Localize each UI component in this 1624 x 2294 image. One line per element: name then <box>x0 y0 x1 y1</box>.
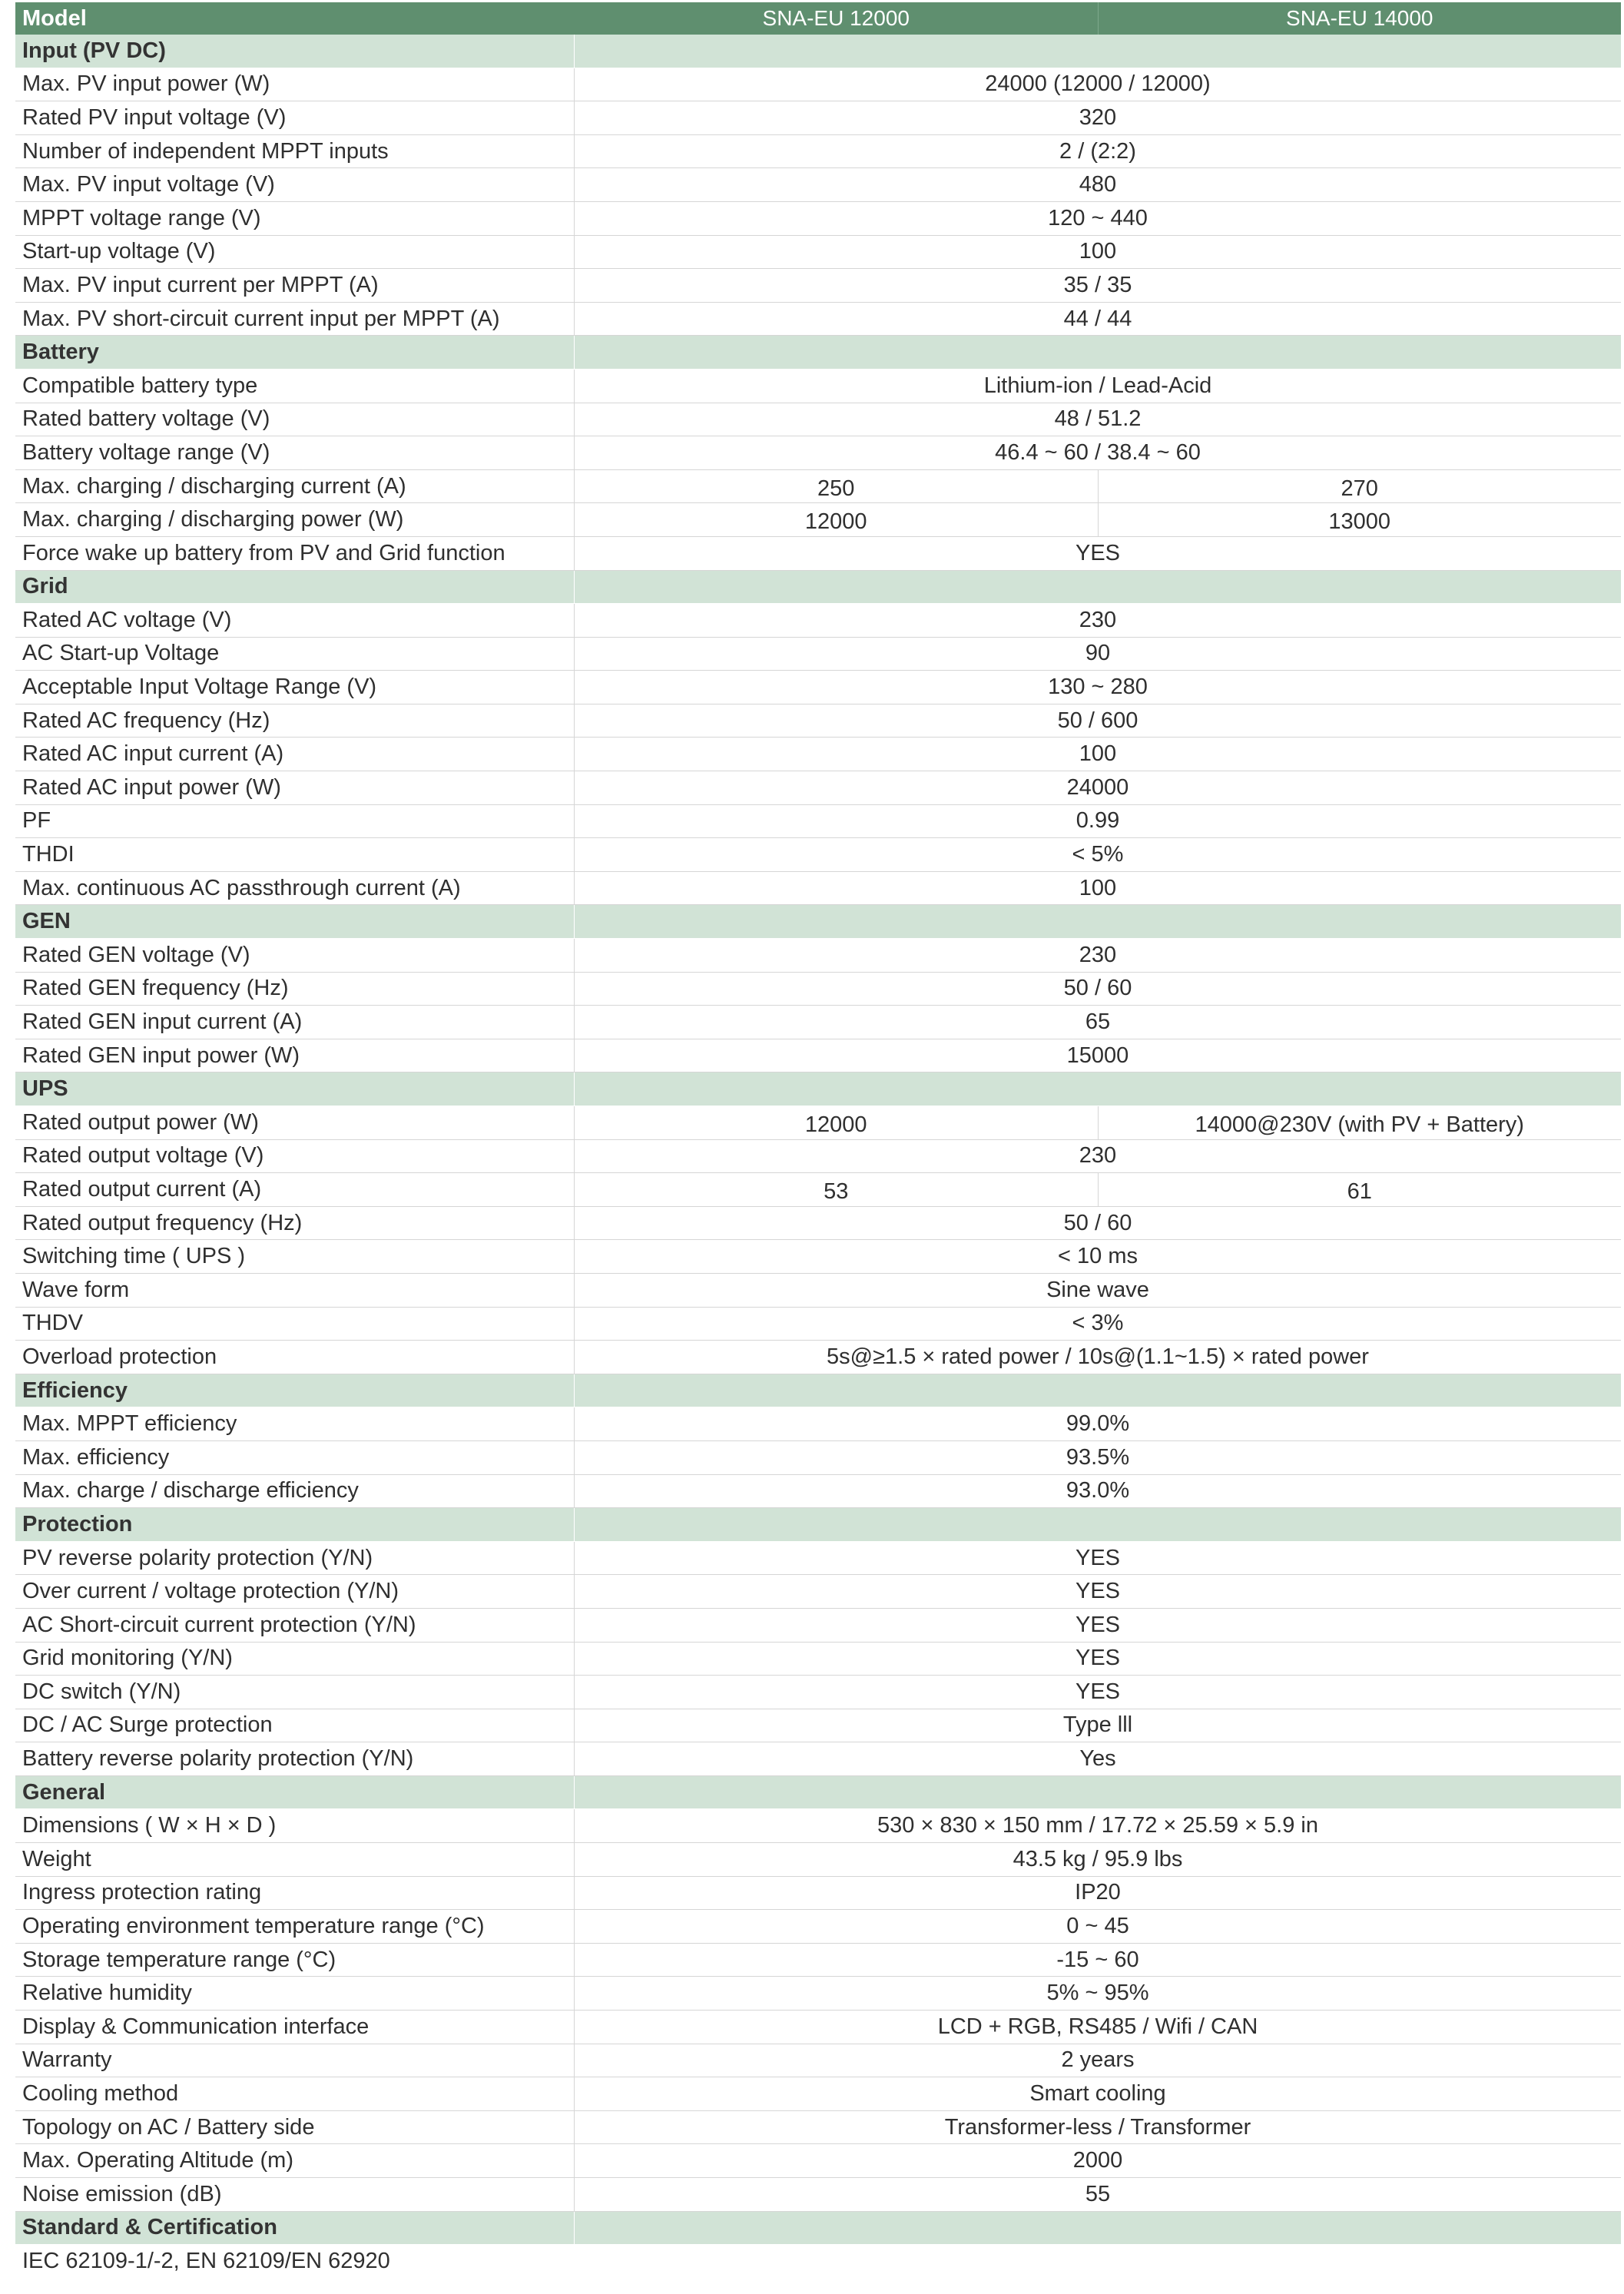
spec-row <box>15 168 1621 202</box>
spec-label: THDI <box>15 838 575 871</box>
spec-row <box>15 1173 1621 1207</box>
spec-row <box>15 537 1621 571</box>
spec-row <box>15 704 1621 738</box>
spec-label: Max. PV input current per MPPT (A) <box>15 269 575 302</box>
spec-row <box>15 638 1621 671</box>
spec-value: YES <box>1075 1612 1121 1637</box>
certification-text: IEC 62109-1/-2, EN 62109/EN 62920 <box>22 2249 390 2274</box>
spec-value: 100 <box>1079 741 1117 767</box>
spec-label: Warranty <box>15 2044 575 2077</box>
section-header-input-pv-dc <box>15 35 1621 68</box>
spec-label: Rated output power (W) <box>15 1106 575 1139</box>
spec-value-model-1: 12000 <box>575 1106 1099 1139</box>
section-title: Standard & Certification <box>15 2212 575 2245</box>
spec-value: 530 × 830 × 150 mm / 17.72 × 25.59 × 5.9 in <box>877 1813 1318 1838</box>
spec-value: 35 / 35 <box>1063 272 1132 297</box>
spec-row <box>15 604 1621 638</box>
spec-row <box>15 2044 1621 2078</box>
spec-row <box>15 436 1621 470</box>
spec-value: Lithium-ion / Lead-Acid <box>983 373 1212 398</box>
spec-row <box>15 403 1621 437</box>
spec-label: Compatible battery type <box>15 370 575 403</box>
spec-row <box>15 202 1621 236</box>
spec-values-split <box>575 503 1621 536</box>
spec-label: Max. efficiency <box>15 1441 575 1474</box>
spec-label: Rated output voltage (V) <box>15 1140 575 1173</box>
spec-value: 24000 <box>1066 774 1129 800</box>
spec-label: PV reverse polarity protection (Y/N) <box>15 1542 575 1575</box>
spec-label: Rated GEN input current (A) <box>15 1006 575 1039</box>
spec-row <box>15 1475 1621 1509</box>
spec-label: Storage temperature range (°C) <box>15 1944 575 1977</box>
spec-label: Noise emission (dB) <box>15 2178 575 2211</box>
spec-row <box>15 1709 1621 1743</box>
spec-label: Battery reverse polarity protection (Y/N) <box>15 1742 575 1775</box>
spec-label: Battery voltage range (V) <box>15 436 575 469</box>
spec-row <box>15 838 1621 872</box>
spec-value: Smart cooling <box>1029 2081 1166 2107</box>
spec-value: 46.4 ~ 60 / 38.4 ~ 60 <box>995 439 1201 465</box>
spec-row <box>15 671 1621 704</box>
spec-value: Yes <box>1079 1746 1116 1772</box>
spec-row <box>15 2111 1621 2145</box>
spec-value-model-2: 14000@230V (with PV + Battery) <box>1195 1112 1524 1137</box>
section-header-efficiency <box>15 1374 1621 1408</box>
spec-value: LCD + RGB, RS485 / Wifi / CAN <box>937 2014 1258 2039</box>
spec-value-model-1: 250 <box>575 470 1099 503</box>
spec-label: Ingress protection rating <box>15 1877 575 1910</box>
spec-label: Relative humidity <box>15 1977 575 2010</box>
spec-row <box>15 771 1621 805</box>
model-name-1: SNA-EU 12000 <box>575 2 1099 35</box>
spec-row <box>15 1910 1621 1944</box>
spec-label: Start-up voltage (V) <box>15 236 575 269</box>
spec-value: 5s@≥1.5 × rated power / 10s@(1.1~1.5) × rated power <box>827 1344 1369 1369</box>
section-header-battery <box>15 336 1621 370</box>
spec-row <box>15 1643 1621 1676</box>
spec-label: Dimensions ( W × H × D ) <box>15 1809 575 1842</box>
section-spacer <box>575 336 1621 369</box>
spec-value: 2 years <box>1061 2047 1135 2073</box>
spec-row <box>15 503 1621 537</box>
spec-value: YES <box>1075 1579 1121 1604</box>
spec-values-split <box>575 1173 1621 1206</box>
spec-row <box>15 805 1621 839</box>
spec-value: 120 ~ 440 <box>1048 205 1148 230</box>
spec-value: 100 <box>1079 239 1117 264</box>
section-spacer <box>575 1508 1621 1541</box>
spec-value: < 3% <box>1072 1311 1124 1336</box>
spec-label: Over current / voltage protection (Y/N) <box>15 1575 575 1608</box>
spec-row <box>15 2144 1621 2178</box>
spec-row <box>15 1407 1621 1441</box>
spec-label: Max. continuous AC passthrough current (A) <box>15 872 575 905</box>
spec-value: 93.0% <box>1066 1478 1130 1503</box>
spec-value: 230 <box>1079 942 1117 967</box>
spec-label: Rated battery voltage (V) <box>15 403 575 436</box>
spec-value: 480 <box>1079 172 1117 197</box>
spec-row <box>15 1742 1621 1776</box>
spec-value: < 10 ms <box>1058 1244 1138 1269</box>
spec-value: 48 / 51.2 <box>1054 406 1142 432</box>
spec-row <box>15 1843 1621 1877</box>
spec-row <box>15 101 1621 135</box>
spec-row <box>15 1944 1621 1977</box>
spec-label: Operating environment temperature range (°C) <box>15 1910 575 1943</box>
spec-label: Rated output current (A) <box>15 1173 575 1206</box>
model-columns <box>575 2 1621 35</box>
spec-value: 50 / 60 <box>1063 976 1132 1001</box>
spec-label: Number of independent MPPT inputs <box>15 135 575 168</box>
spec-value: 44 / 44 <box>1063 306 1132 331</box>
spec-value: 2 / (2:2) <box>1059 138 1136 164</box>
spec-row <box>15 973 1621 1006</box>
spec-value: 15000 <box>1066 1043 1129 1068</box>
section-header-general <box>15 1776 1621 1810</box>
spec-row <box>15 1542 1621 1576</box>
spec-value-model-2: 61 <box>1347 1178 1372 1204</box>
spec-row <box>15 738 1621 771</box>
spec-value: 100 <box>1079 875 1117 900</box>
spec-row <box>15 1676 1621 1709</box>
spec-label: Wave form <box>15 1274 575 1307</box>
spec-value: 0.99 <box>1075 808 1120 834</box>
spec-label: Rated AC input power (W) <box>15 771 575 804</box>
spec-value: < 5% <box>1072 842 1124 867</box>
section-title: UPS <box>15 1072 575 1106</box>
spec-value: -15 ~ 60 <box>1056 1947 1139 1972</box>
section-title: GEN <box>15 905 575 938</box>
spec-values-split <box>575 1106 1621 1139</box>
spec-label: Weight <box>15 1843 575 1876</box>
spec-label: Rated AC voltage (V) <box>15 604 575 637</box>
spec-value: 230 <box>1079 607 1117 632</box>
spec-row <box>15 1575 1621 1609</box>
spec-label: Rated GEN voltage (V) <box>15 939 575 972</box>
spec-row <box>15 1877 1621 1911</box>
spec-row <box>15 2178 1621 2212</box>
section-header-grid <box>15 571 1621 605</box>
spec-label: Max. charging / discharging current (A) <box>15 470 575 503</box>
spec-value: Sine wave <box>1046 1277 1149 1302</box>
spec-label: Display & Communication interface <box>15 2011 575 2044</box>
spec-value: Transformer-less / Transformer <box>944 2114 1251 2140</box>
spec-label: THDV <box>15 1308 575 1341</box>
spec-label: Grid monitoring (Y/N) <box>15 1643 575 1676</box>
section-spacer <box>575 571 1621 604</box>
spec-value: YES <box>1075 1545 1121 1570</box>
spec-row <box>15 1039 1621 1073</box>
section-spacer <box>575 1374 1621 1407</box>
spec-row <box>15 1341 1621 1374</box>
spec-values-split <box>575 470 1621 503</box>
spec-value: 2000 <box>1072 2148 1123 2173</box>
spec-row <box>15 1809 1621 1843</box>
spec-row <box>15 1006 1621 1039</box>
spec-value: 43.5 kg / 95.9 lbs <box>1013 1846 1183 1871</box>
section-title: Grid <box>15 571 575 604</box>
spec-label: Acceptable Input Voltage Range (V) <box>15 671 575 704</box>
section-spacer <box>575 905 1621 938</box>
section-title: General <box>15 1776 575 1809</box>
spec-row <box>15 1308 1621 1341</box>
model-name-2: SNA-EU 14000 <box>1286 6 1433 30</box>
spec-label: Max. PV short-circuit current input per MPPT (A) <box>15 303 575 336</box>
spec-row <box>15 236 1621 270</box>
spec-value: YES <box>1075 540 1121 565</box>
spec-value: 50 / 60 <box>1063 1210 1132 1235</box>
spec-label: Rated output frequency (Hz) <box>15 1207 575 1240</box>
section-header-gen <box>15 905 1621 939</box>
spec-value: 0 ~ 45 <box>1066 1914 1129 1939</box>
spec-table <box>15 2 1621 2279</box>
spec-label: Max. charge / discharge efficiency <box>15 1475 575 1508</box>
spec-value: 230 <box>1079 1143 1117 1169</box>
spec-value: 50 / 600 <box>1057 708 1138 733</box>
spec-label: Force wake up battery from PV and Grid function <box>15 537 575 570</box>
spec-row <box>15 2077 1621 2111</box>
spec-row <box>15 68 1621 102</box>
spec-value-model-1: 53 <box>575 1173 1099 1206</box>
spec-value: 130 ~ 280 <box>1048 675 1148 700</box>
spec-label: DC / AC Surge protection <box>15 1709 575 1742</box>
spec-label: Rated GEN input power (W) <box>15 1039 575 1072</box>
section-title: Efficiency <box>15 1374 575 1407</box>
spec-value: 90 <box>1085 641 1111 666</box>
spec-row <box>15 1274 1621 1308</box>
spec-value: YES <box>1075 1679 1121 1704</box>
spec-value: 93.5% <box>1066 1444 1130 1470</box>
spec-row <box>15 1207 1621 1241</box>
spec-row <box>15 303 1621 336</box>
spec-value: 24000 (12000 / 12000) <box>985 71 1211 97</box>
spec-value: YES <box>1075 1646 1121 1671</box>
spec-sections <box>15 35 1621 2245</box>
spec-row <box>15 1977 1621 2011</box>
spec-label: Rated AC input current (A) <box>15 738 575 771</box>
spec-value: 55 <box>1085 2181 1111 2206</box>
spec-row <box>15 1106 1621 1140</box>
spec-label: AC Short-circuit current protection (Y/N) <box>15 1609 575 1642</box>
spec-row <box>15 872 1621 906</box>
spec-label: Max. Operating Altitude (m) <box>15 2144 575 2177</box>
spec-row <box>15 1140 1621 1174</box>
spec-value-model-1: 12000 <box>575 503 1099 536</box>
section-spacer <box>575 1776 1621 1809</box>
spec-label: Max. PV input voltage (V) <box>15 168 575 201</box>
spec-value: 5% ~ 95% <box>1046 1981 1149 2006</box>
spec-row <box>15 470 1621 504</box>
section-spacer <box>575 1072 1621 1106</box>
spec-value-model-2: 270 <box>1341 476 1378 501</box>
spec-label: PF <box>15 805 575 838</box>
spec-label: Max. PV input power (W) <box>15 68 575 101</box>
section-header-ups <box>15 1072 1621 1106</box>
spec-label: Max. charging / discharging power (W) <box>15 503 575 536</box>
spec-value: 65 <box>1085 1009 1111 1035</box>
spec-label: Max. MPPT efficiency <box>15 1407 575 1440</box>
section-spacer <box>575 35 1621 68</box>
spec-label: Rated PV input voltage (V) <box>15 101 575 134</box>
spec-label: DC switch (Y/N) <box>15 1676 575 1709</box>
section-title: Input (PV DC) <box>15 35 575 68</box>
spec-row <box>15 370 1621 403</box>
certification-row <box>15 2245 1621 2279</box>
spec-label: Switching time ( UPS ) <box>15 1240 575 1273</box>
spec-row <box>15 1441 1621 1475</box>
spec-row <box>15 939 1621 973</box>
spec-value: 320 <box>1079 104 1117 130</box>
spec-value: Type lll <box>1062 1712 1133 1738</box>
spec-label: Topology on AC / Battery side <box>15 2111 575 2144</box>
spec-row <box>15 1609 1621 1643</box>
spec-label: Rated GEN frequency (Hz) <box>15 973 575 1006</box>
spec-label: MPPT voltage range (V) <box>15 202 575 235</box>
spec-label: Rated AC frequency (Hz) <box>15 704 575 738</box>
section-header-protection <box>15 1508 1621 1542</box>
section-spacer <box>575 2212 1621 2245</box>
spec-value: 99.0% <box>1066 1411 1130 1437</box>
spec-label: AC Start-up Voltage <box>15 638 575 671</box>
spec-label: Cooling method <box>15 2077 575 2110</box>
spec-row <box>15 135 1621 169</box>
spec-row <box>15 1240 1621 1274</box>
spec-row <box>15 2011 1621 2044</box>
spec-row <box>15 269 1621 303</box>
section-title: Battery <box>15 336 575 369</box>
section-title: Protection <box>15 1508 575 1541</box>
spec-value-model-2: 13000 <box>1328 509 1391 535</box>
table-header-row <box>15 2 1621 35</box>
spec-value: IP20 <box>1075 1880 1121 1905</box>
model-header-label: Model <box>22 5 87 31</box>
spec-label: Overload protection <box>15 1341 575 1374</box>
section-header-standard-certification <box>15 2212 1621 2246</box>
